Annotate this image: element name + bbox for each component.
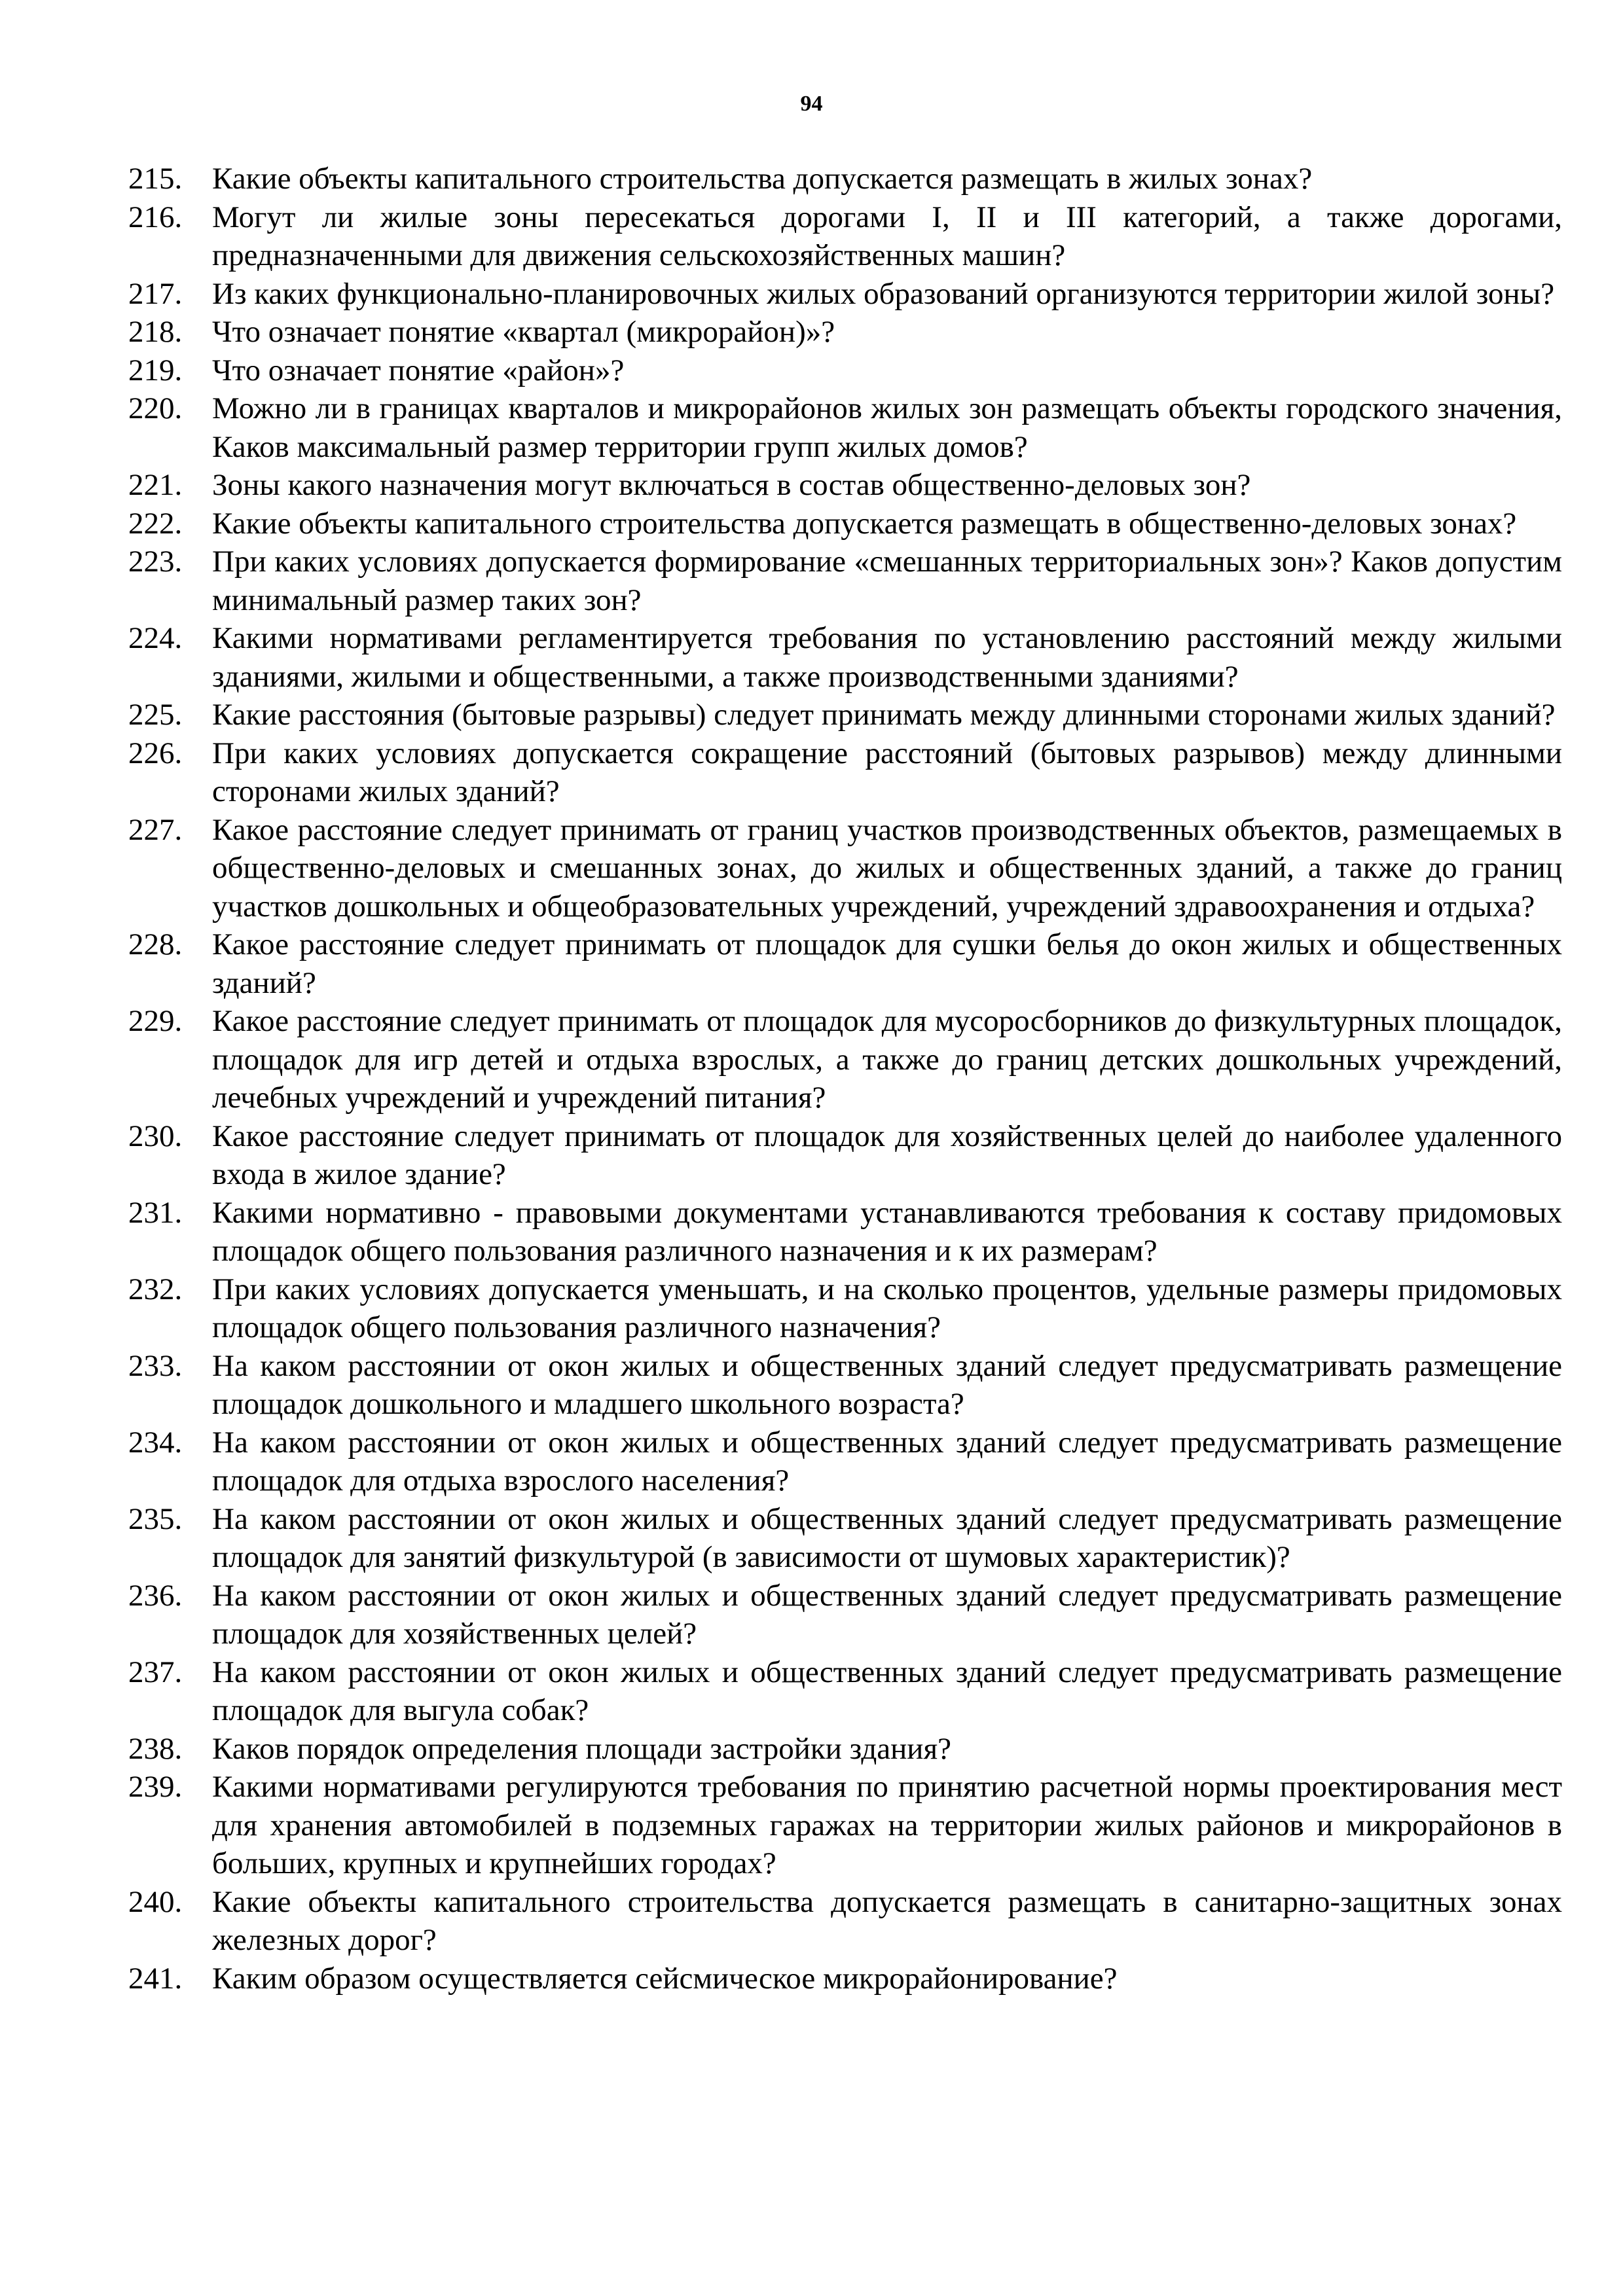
question-number: 237. bbox=[128, 1655, 183, 1689]
question-text: Какое расстояние следует принимать от границ участков производственных объектов, размещаемых в общественно-деловых и смешанных зонах, до жилых и общественных зданий, а также до границ участков дошкольных и общеобразовательных учреждений, учреждений здравоохранения и отдыха? bbox=[212, 812, 1562, 924]
question-text: Какими нормативами регламентируется требования по установлению расстояний между жилыми зданиями, жилыми и общественными, а также производственными зданиями? bbox=[212, 621, 1562, 694]
question-item bbox=[128, 1424, 1562, 1500]
question-text: При каких условиях допускается формирование «смешанных территориальных зон»? Каков допустим минимальный размер таких зон? bbox=[212, 545, 1562, 617]
question-item bbox=[128, 1194, 1562, 1270]
question-number: 217. bbox=[128, 276, 183, 311]
question-number: 234. bbox=[128, 1425, 183, 1460]
question-item bbox=[128, 160, 1562, 198]
question-number: 216. bbox=[128, 200, 183, 234]
question-text: Какие расстояния (бытовые разрывы) следует принимать между длинными сторонами жилых зданий? bbox=[212, 698, 1556, 732]
question-list bbox=[128, 160, 1562, 1998]
question-item bbox=[128, 925, 1562, 1002]
question-text: Какое расстояние следует принимать от площадок для хозяйственных целей до наиболее удаленного входа в жилое здание? bbox=[212, 1119, 1562, 1191]
question-number: 220. bbox=[128, 391, 183, 425]
question-item bbox=[128, 1730, 1562, 1768]
question-item bbox=[128, 1577, 1562, 1653]
question-item bbox=[128, 1883, 1562, 1960]
question-number: 227. bbox=[128, 812, 183, 847]
question-text: Из каких функционально-планировочных жилых образований организуются территории жилой зоны? bbox=[212, 276, 1555, 311]
question-item bbox=[128, 1347, 1562, 1424]
question-item bbox=[128, 1270, 1562, 1347]
question-number: 235. bbox=[128, 1501, 183, 1536]
question-text: Можно ли в границах кварталов и микрорайонов жилых зон размещать объекты городского значения, Каков максимальный размер территории групп жилых домов? bbox=[212, 391, 1562, 464]
question-text: Какие объекты капитального строительства допускается размещать в общественно-деловых зонах? bbox=[212, 506, 1517, 541]
question-number: 221. bbox=[128, 468, 183, 502]
question-text: Какое расстояние следует принимать от площадок для мусоросборников до физкультурных площадок, площадок для игр детей и отдыха взрослых, а также до границ детских дошкольных учреждений, лечебных учреждений и учреждений питания? bbox=[212, 1004, 1562, 1115]
question-text: Какие объекты капитального строительства допускается размещать в санитарно-защитных зонах железных дорог? bbox=[212, 1884, 1562, 1957]
question-item bbox=[128, 275, 1562, 314]
question-item bbox=[128, 543, 1562, 619]
question-item bbox=[128, 734, 1562, 811]
question-number: 224. bbox=[128, 621, 183, 655]
question-number: 241. bbox=[128, 1961, 183, 1996]
question-item bbox=[128, 1768, 1562, 1883]
question-item bbox=[128, 811, 1562, 926]
question-number: 230. bbox=[128, 1119, 183, 1153]
question-item bbox=[128, 466, 1562, 505]
question-item bbox=[128, 1117, 1562, 1194]
question-number: 228. bbox=[128, 927, 183, 961]
question-number: 231. bbox=[128, 1195, 183, 1230]
question-text: Какое расстояние следует принимать от площадок для сушки белья до окон жилых и общественных зданий? bbox=[212, 927, 1562, 1000]
question-number: 239. bbox=[128, 1770, 183, 1804]
question-text: При каких условиях допускается уменьшать, и на сколько процентов, удельные размеры придомовых площадок общего пользования различного назначения? bbox=[212, 1272, 1562, 1344]
question-item bbox=[128, 389, 1562, 466]
question-item bbox=[128, 1960, 1562, 1998]
page-number: 94 bbox=[800, 92, 823, 116]
question-number: 232. bbox=[128, 1272, 183, 1306]
question-text: Зоны какого назначения могут включаться в состав общественно-деловых зон? bbox=[212, 468, 1251, 502]
question-number: 218. bbox=[128, 315, 183, 349]
question-item bbox=[128, 696, 1562, 734]
question-number: 236. bbox=[128, 1578, 183, 1613]
question-item bbox=[128, 1653, 1562, 1730]
question-item bbox=[128, 1500, 1562, 1577]
question-number: 219. bbox=[128, 353, 183, 387]
question-number: 238. bbox=[128, 1731, 183, 1766]
question-text: Какие объекты капитального строительства допускается размещать в жилых зонах? bbox=[212, 162, 1313, 196]
question-item bbox=[128, 619, 1562, 696]
question-item bbox=[128, 313, 1562, 351]
question-text: На каком расстоянии от окон жилых и общественных зданий следует предусматривать размещение площадок для хозяйственных целей? bbox=[212, 1578, 1562, 1651]
question-text: Какими нормативами регулируются требования по принятию расчетной нормы проектирования мест для хранения автомобилей в подземных гаражах на территории жилых районов и микрорайонов в больших, крупных и крупнейших городах? bbox=[212, 1770, 1562, 1880]
question-item bbox=[128, 505, 1562, 543]
question-number: 215. bbox=[128, 162, 183, 196]
question-number: 229. bbox=[128, 1004, 183, 1038]
question-text: На каком расстоянии от окон жилых и общественных зданий следует предусматривать размещение площадок для занятий физкультурой (в зависимости от шумовых характеристик)? bbox=[212, 1501, 1562, 1574]
question-text: На каком расстоянии от окон жилых и общественных зданий следует предусматривать размещение площадок для выгула собак? bbox=[212, 1655, 1562, 1727]
question-text: Что означает понятие «квартал (микрорайон)»? bbox=[212, 315, 835, 349]
question-text: На каком расстоянии от окон жилых и общественных зданий следует предусматривать размещение площадок для отдыха взрослого населения? bbox=[212, 1425, 1562, 1498]
question-text: На каком расстоянии от окон жилых и общественных зданий следует предусматривать размещение площадок дошкольного и младшего школьного возраста? bbox=[212, 1348, 1562, 1421]
question-number: 226. bbox=[128, 736, 183, 770]
question-number: 225. bbox=[128, 698, 183, 732]
question-item bbox=[128, 351, 1562, 390]
question-number: 233. bbox=[128, 1348, 183, 1383]
question-text: Могут ли жилые зоны пересекаться дорогами I, II и III категорий, а также дорогами, предназначенными для движения сельскохозяйственных машин? bbox=[212, 200, 1562, 272]
question-number: 240. bbox=[128, 1884, 183, 1919]
question-number: 223. bbox=[128, 545, 183, 579]
question-item bbox=[128, 1002, 1562, 1117]
question-item bbox=[128, 198, 1562, 275]
question-text: При каких условиях допускается сокращение расстояний (бытовых разрывов) между длинными сторонами жилых зданий? bbox=[212, 736, 1562, 808]
question-text: Что означает понятие «район»? bbox=[212, 353, 625, 387]
question-text: Какими нормативно - правовыми документами устанавливаются требования к составу придомовых площадок общего пользования различного назначения и к их размерам? bbox=[212, 1195, 1562, 1268]
question-text: Каким образом осуществляется сейсмическое микрорайонирование? bbox=[212, 1961, 1118, 1996]
question-number: 222. bbox=[128, 506, 183, 541]
question-text: Каков порядок определения площади застройки здания? bbox=[212, 1731, 951, 1766]
